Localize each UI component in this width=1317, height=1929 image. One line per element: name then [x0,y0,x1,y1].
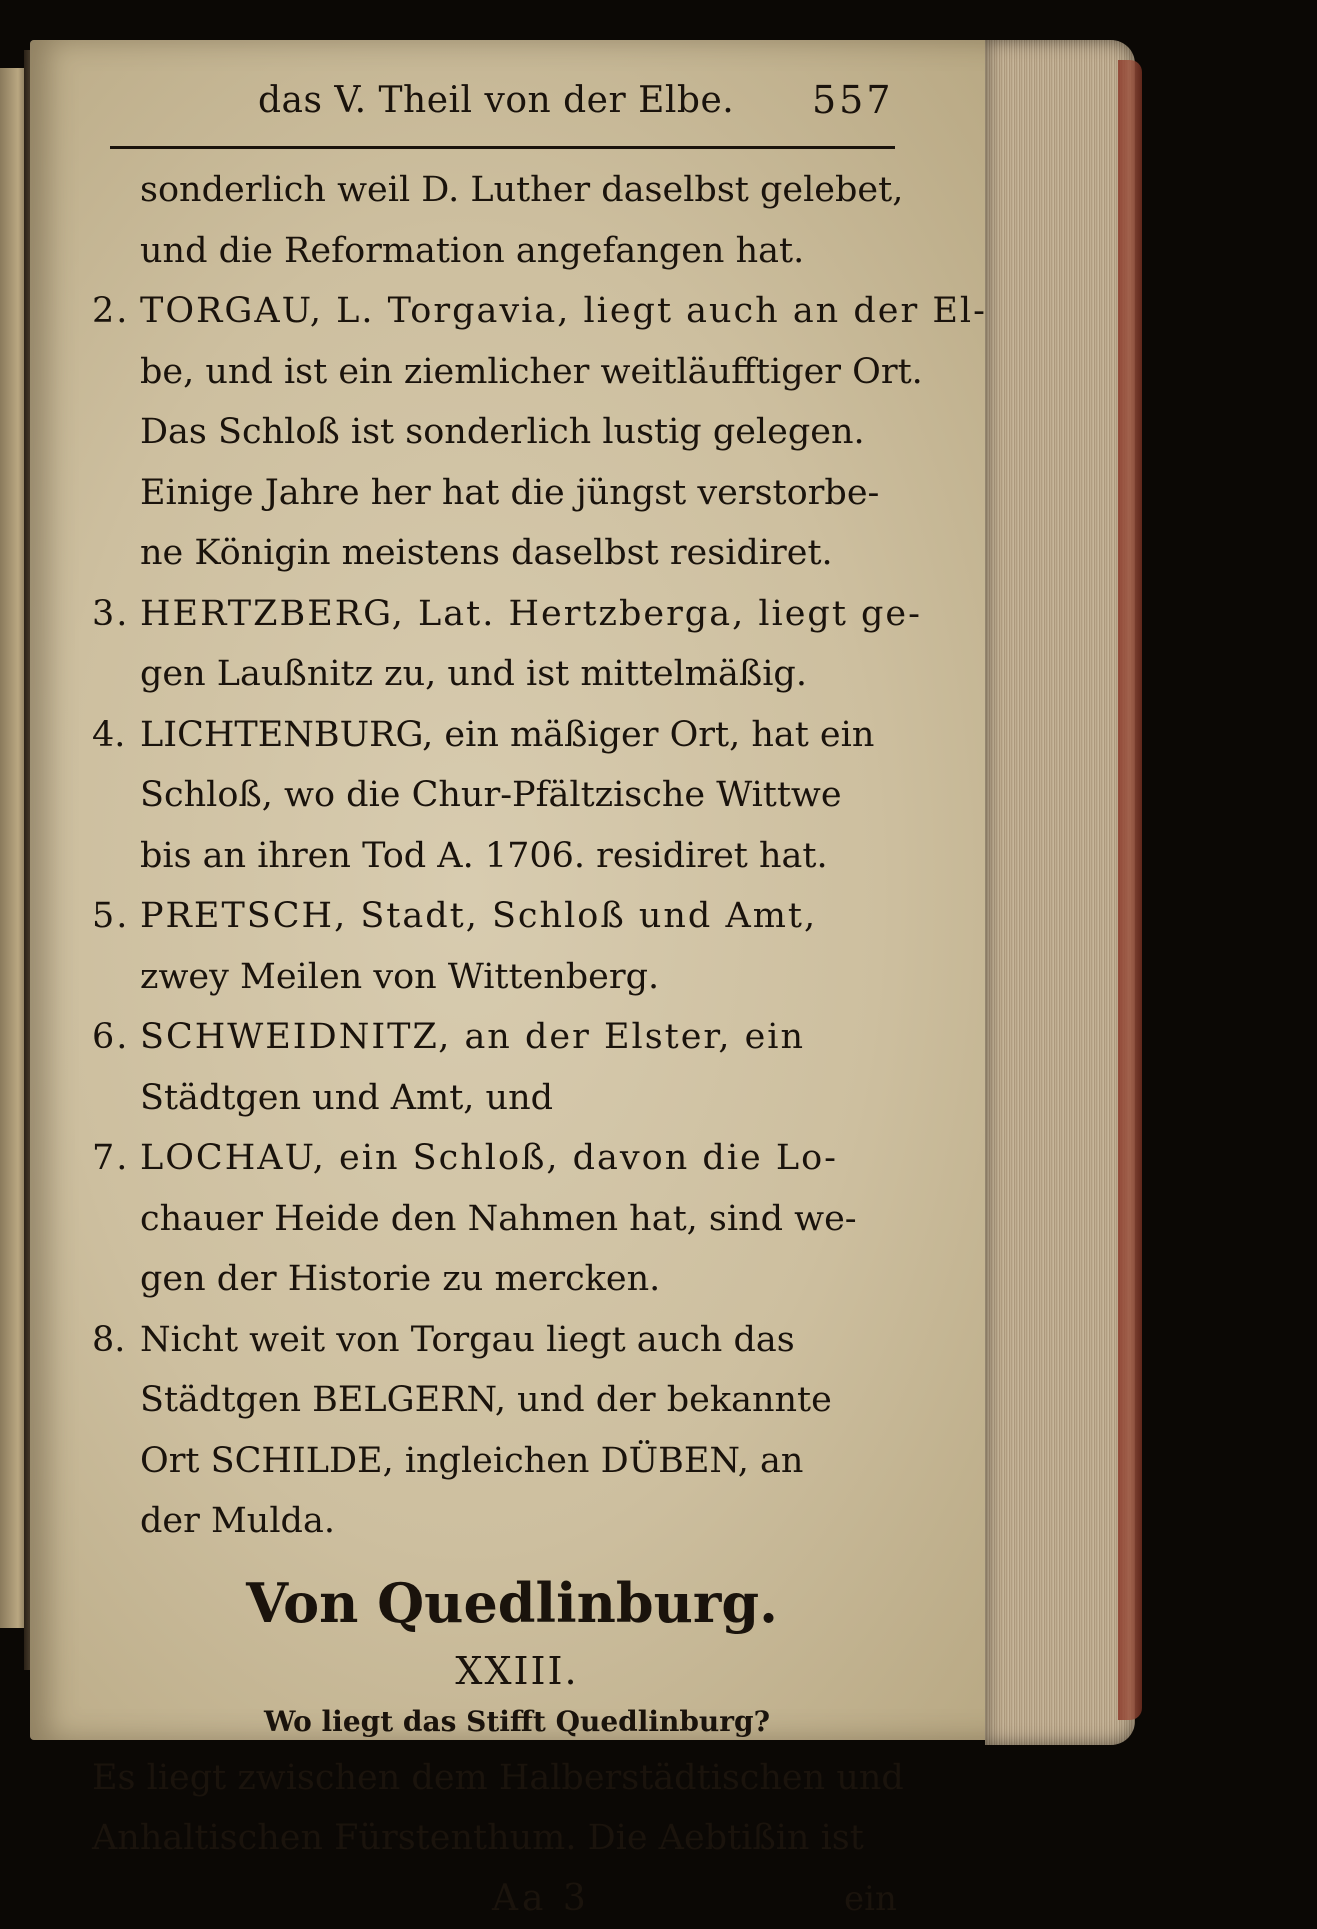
item-number: 4. [92,705,140,766]
item-number: 8. [92,1310,140,1371]
signature-mark: Aa 3 [492,1869,590,1929]
running-title: das V. Theil von der Elbe. [258,80,734,121]
list-item-7 [92,1128,912,1189]
text-line: HERTZBERG, Lat. Hertzberga, liegt ge- [140,594,922,634]
text-line: PRETSCH, Stadt, Schloß und Amt, [140,896,817,936]
item-number: 7. [92,1128,140,1189]
text-line: be, und ist ein ziemlicher weitläufftiger Ort. [92,342,912,403]
list-item-6 [92,1007,912,1068]
catchword: ein [844,1869,897,1929]
chapter-number: XXIII. [92,1646,912,1696]
text-line: Nicht weit von Torgau liegt auch das [140,1320,795,1360]
text-line: und die Reformation angefangen hat. [92,221,912,282]
text-line: Schloß, wo die Chur-Pfältzische Wittwe [92,765,912,826]
text-line: Ort SCHILDE, ingleichen DÜBEN, an [92,1431,912,1492]
question-line: Wo liegt das Stifft Quedlinburg? [92,1696,912,1748]
list-item-2 [92,281,912,342]
item-number: 6. [92,1007,140,1068]
red-edge-gilding [1118,60,1142,1720]
text-line: der Mulda. [92,1491,912,1552]
list-item-5 [92,886,912,947]
list-item-3 [92,584,912,645]
section-heading: Von Quedlinburg. [92,1560,912,1646]
text-line: LICHTENBURG, ein mäßiger Ort, hat ein [140,715,874,755]
text-line: SCHWEIDNITZ, an der Elster, ein [140,1017,805,1057]
text-line: ne Königin meistens daselbst residiret. [92,523,912,584]
header-rule [110,146,895,149]
page-text [92,60,912,124]
answer-line: Anhaltischen Fürstenthum. Die Aebtißin ist [92,1808,912,1869]
list-item-8 [92,1310,912,1371]
page-footer [92,1869,912,1929]
page-block-edges [985,40,1135,1745]
text-line: Städtgen und Amt, und [92,1068,912,1129]
text-line: gen Laußnitz zu, und ist mittelmäßig. [92,644,912,705]
text-line: TORGAU, L. Torgavia, liegt auch an der El- [140,291,987,331]
text-line: LOCHAU, ein Schloß, davon die Lo- [140,1138,838,1178]
running-head [92,60,912,124]
item-number: 2. [92,281,140,342]
item-number: 5. [92,886,140,947]
text-line: Einige Jahre her hat die jüngst verstorbe- [92,463,912,524]
text-line: sonderlich weil D. Luther daselbst gelebet, [92,160,912,221]
body-text [92,160,912,1929]
text-line: zwey Meilen von Wittenberg. [92,947,912,1008]
text-line: Das Schloß ist sonderlich lustig gelegen. [92,402,912,463]
item-number: 3. [92,584,140,645]
page-number: 557 [812,78,894,122]
list-item-4 [92,705,912,766]
answer-line: Es liegt zwischen dem Halberstädtischen und [92,1748,912,1809]
text-line: bis an ihren Tod A. 1706. residiret hat. [92,826,912,887]
text-line: chauer Heide den Nahmen hat, sind we- [92,1189,912,1250]
text-line: Städtgen BELGERN, und der bekannte [92,1370,912,1431]
text-line: gen der Historie zu mercken. [92,1249,912,1310]
